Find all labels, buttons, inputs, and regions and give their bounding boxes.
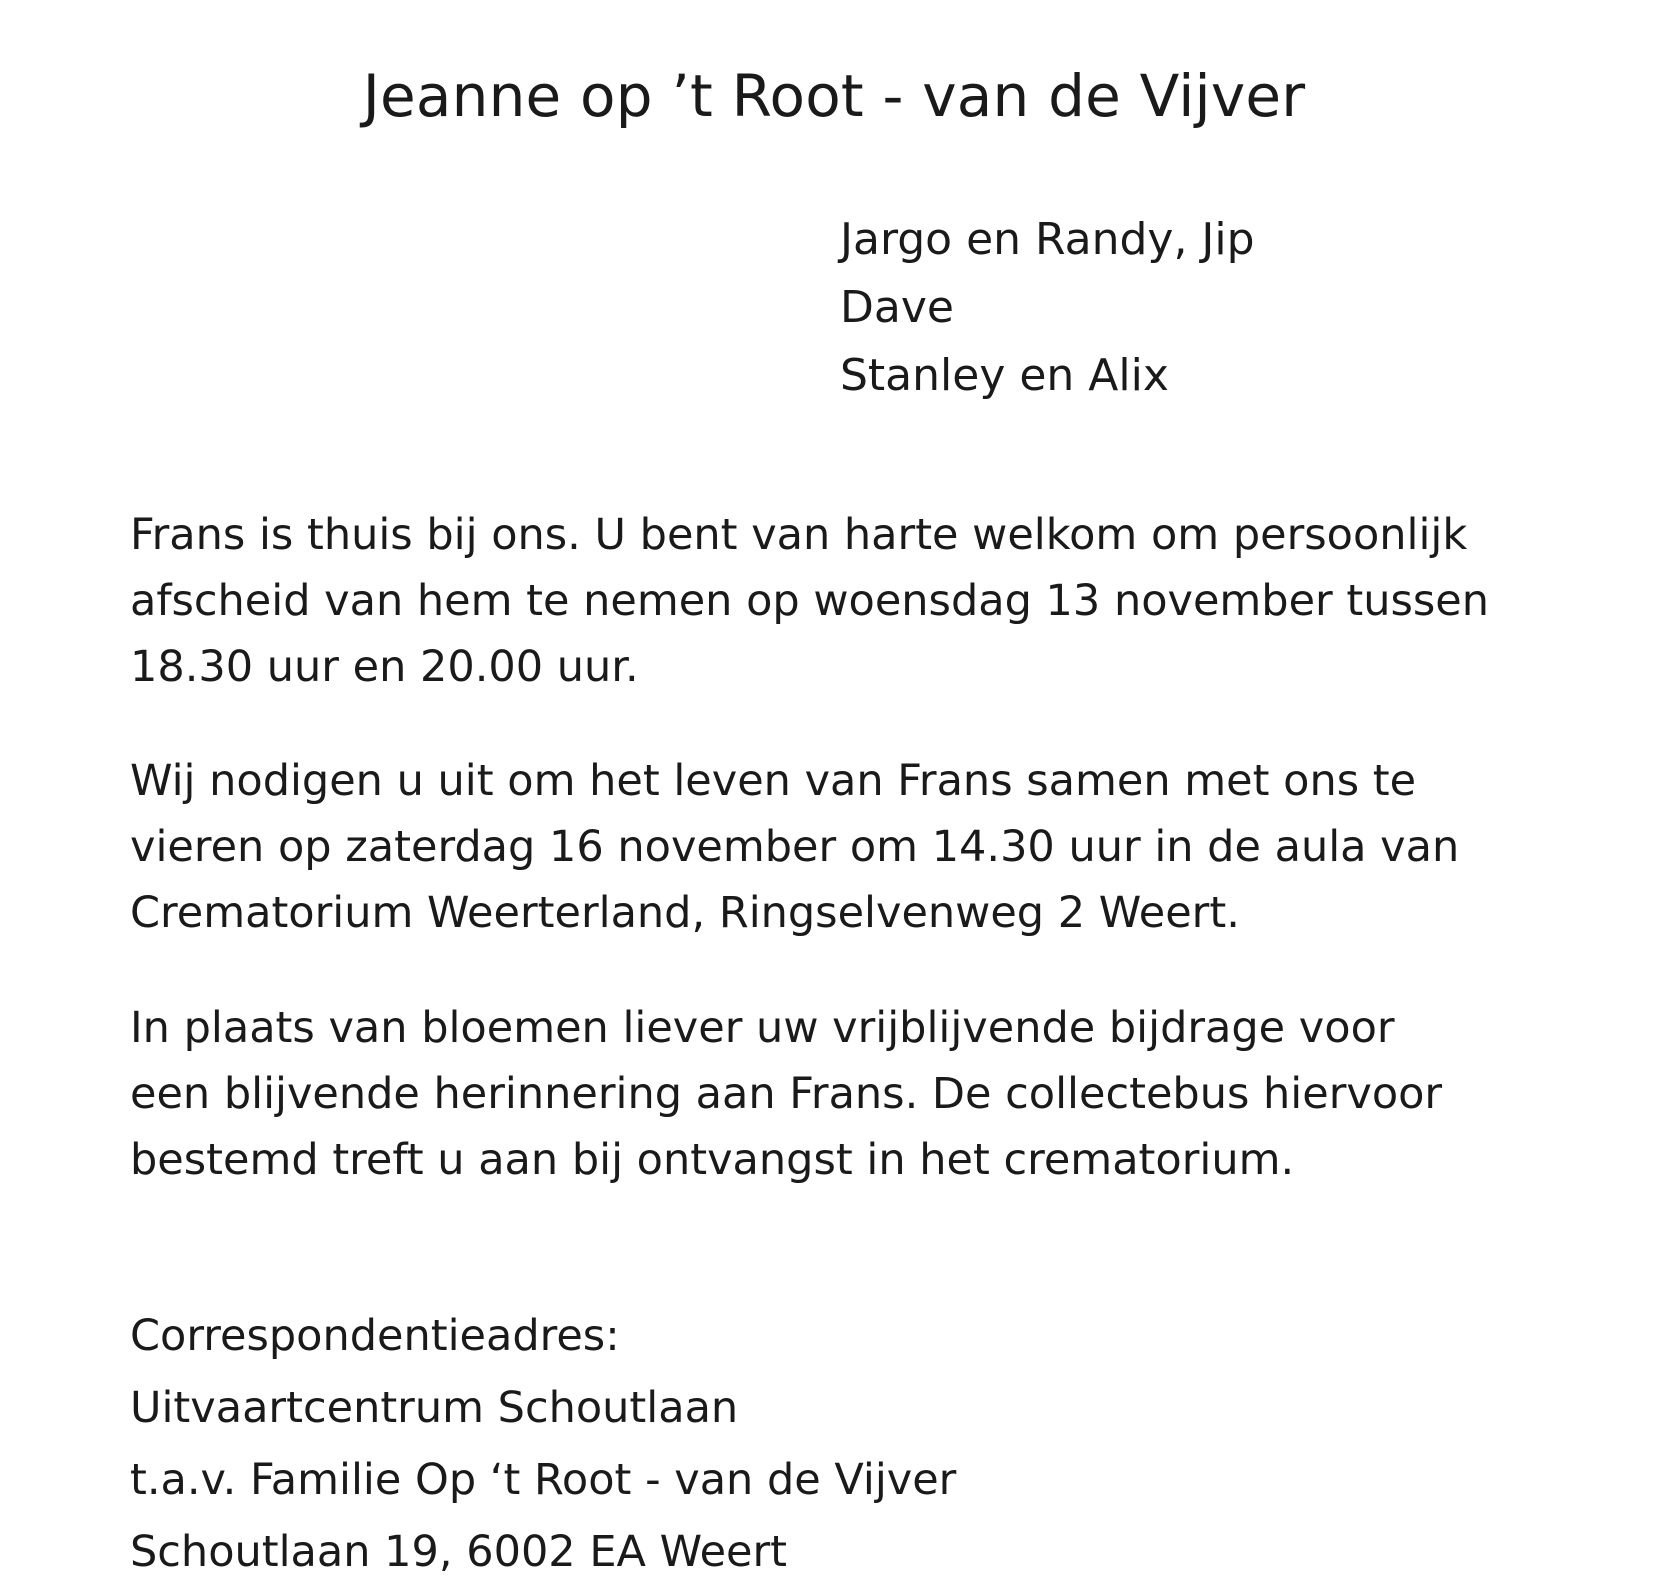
paragraph-line: Frans is thuis bij ons. U bent van harte welkom om persoonlijk	[130, 510, 1468, 560]
page-title: Jeanne op ’t Root - van de Vijver	[362, 62, 1306, 130]
family-names	[840, 206, 1255, 410]
paragraph-line: afscheid van hem te nemen op woensdag 13 november tussen	[130, 576, 1490, 626]
address-line: Uitvaartcentrum Schoutlaan	[130, 1383, 739, 1433]
paragraph-donation	[130, 995, 1570, 1193]
paragraph-line: Wij nodigen u uit om het leven van Frans samen met ons te	[130, 756, 1417, 806]
paragraph-line: bestemd treft u aan bij ontvangst in het crematorium.	[130, 1135, 1295, 1185]
paragraph-line: vieren op zaterdag 16 november om 14.30 uur in de aula van	[130, 822, 1460, 872]
paragraph-ceremony	[130, 748, 1570, 946]
family-line: Jargo en Randy, Jip	[840, 214, 1255, 265]
address-line: t.a.v. Familie Op ‘t Root - van de Vijver	[130, 1455, 957, 1505]
address-label: Correspondentieadres:	[130, 1311, 620, 1361]
paragraph-line: Crematorium Weerterland, Ringselvenweg 2 Weert.	[130, 888, 1240, 938]
paragraph-line: 18.30 uur en 20.00 uur.	[130, 642, 639, 692]
correspondence-address	[130, 1300, 956, 1588]
paragraph-visitation	[130, 502, 1570, 700]
paragraph-line: In plaats van bloemen liever uw vrijblijvende bijdrage voor	[130, 1003, 1395, 1053]
family-line: Dave	[840, 282, 954, 333]
paragraph-line: een blijvende herinnering aan Frans. De collectebus hiervoor	[130, 1069, 1443, 1119]
family-line: Stanley en Alix	[840, 350, 1169, 401]
address-line: Schoutlaan 19, 6002 EA Weert	[130, 1527, 788, 1577]
